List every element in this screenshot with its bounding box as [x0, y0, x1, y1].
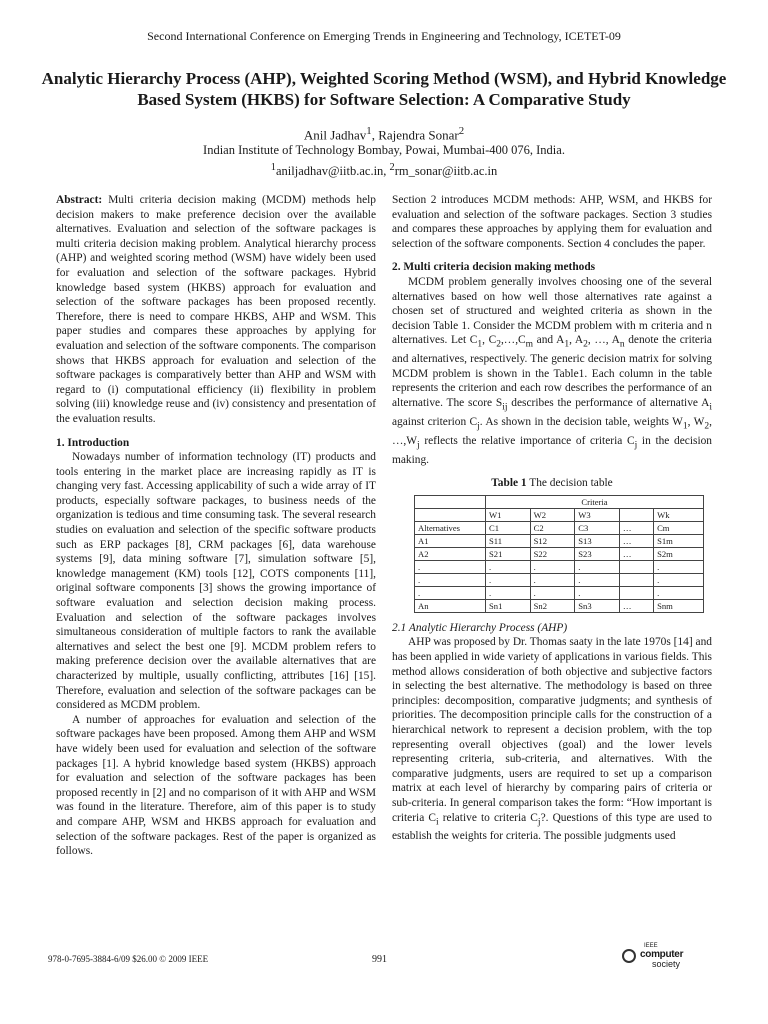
logo-ieee-text: IEEE — [644, 943, 658, 949]
table-cell: W1 — [486, 508, 531, 521]
email-1[interactable]: aniljadhav@iitb.ac.in, — [275, 164, 390, 179]
decision-table — [414, 495, 704, 613]
table-row: Alternatives C1 C2 C3 … Cm — [415, 521, 704, 534]
email-1-sup: 1 — [270, 162, 276, 173]
left-column — [56, 193, 376, 859]
globe-icon — [622, 949, 636, 963]
table-cell — [619, 508, 653, 521]
ahp-paragraph: AHP was proposed by Dr. Thomas saaty in the late 1970s [14] and has been applied in wide variety of applications in various fields. This method allows consideration of both objective and subjective factors in selecting the best alternative. The methodology is based on three principles: decomposition, comparative judgments; and synthesis of priorities. The decomposition principle calls for the construction of a hierarchical network to represent a decision problem, with the top representing overall objectives (goal) and the lower levels representing criteria, sub-criteria, and alternatives. With the comparative judgments, users are required to set up a comparison matrix at each level of hierarchy by comparing pairs of criteria or sub-criteria. In general comparison takes the form: “How important is criteria $C_i$ relative to criteria $C_j$?. Questions of this type are used to establish the weights for criteria. The possible judgments used — [392, 636, 713, 843]
footer-isbn: 978-0-7695-3884-6/09 $26.00 © 2009 IEEE — [48, 954, 209, 964]
emails — [0, 159, 768, 180]
author-2: Rajendra Sonar — [378, 127, 459, 143]
author-separator: , — [371, 127, 379, 143]
table-row: . . . . . — [415, 586, 704, 599]
table-cell: Wk — [654, 508, 704, 521]
page-number: 991 — [372, 954, 387, 965]
author-1: Anil Jadhav — [303, 127, 367, 143]
ieee-computer-society-logo — [622, 943, 702, 969]
table-1-caption: Table 1 The decision table — [491, 477, 613, 490]
intro-paragraph-1: Nowadays number of information technology (IT) products and tools entering in the market place are increasing rapidly as IT is changing very fast. Accessing applicability of such a wide array of IT products, especially software packages, to business needs of the organization is tedious and time consuming task. The several research studies on evaluation and selection of the specific software products such as ERP packages [8], CRM packages [6], data warehouse systems [9], data mining software [7], simulation software [5], knowledge management (KM) tools [12], COTS components [11], original software components [3] shows the growing importance of software evaluation and selection decision making process. Evaluation and selection of the software packages involves simultaneous consideration of multiple factors to rank the available alternatives and select the best one [9]. MCDM problem refers to making preference decision over the available alternatives that are characterized by multiple, usually conflicting, attributes [16] [15]. Therefore, evaluation and selection of the software packages can be considered as MCDM problem. — [56, 451, 376, 712]
email-2[interactable]: rm_sonar@iitb.ac.in — [394, 164, 498, 179]
logo-society-text: society — [652, 959, 681, 969]
intro-paragraph-3: Section 2 introduces MCDM methods: AHP, WSM, and HKBS for evaluation and selection of the software packages. Section 3 studies and compares these approaches by applying them for evaluation and selection of the software components. Section 4 concludes the paper. — [392, 194, 712, 250]
right-column — [392, 193, 712, 844]
table-row — [415, 495, 704, 508]
author-2-sup: 2 — [458, 125, 465, 137]
table-cell: W3 — [575, 508, 620, 521]
table-cell: W2 — [530, 508, 575, 521]
mcdm-paragraph: MCDM problem generally involves choosing one of the several alternatives based on how well those alternatives rate against a chosen set of structured and weighted criteria as shown in the decision Table 1. Consider the MCDM problem with m criteria and n alternatives. Let $C_1$, $C_2,\dots,C_m$ and $A_1$, $A_2$, …, $A_n$ denote the criteria and alternatives, respectively. The generic decision matrix for solving MCDM problem is shown in the Table1. Each column in the table represents the criterion and each row describes the performance of an alternative. The score $S_{ij}$ describes the performance of alternative $A_i$ against criterion $C_j$. As shown in the decision table, weights $W_1$, $W_2$, $\dots,W_j$ reflects the relative importance of criteria $C_j$ in the decision making. — [392, 275, 713, 466]
intro-paragraph-2: A number of approaches for evaluation and selection of the software packages have been proposed. Among them AHP and WSM have widely been used for evaluation and selection of the software packages [1]. A hybrid knowledge based system (HKBS) approach for evaluation and selection of the software packages has been proposed recently in [2] and no comparison of it with AHP and WSM was found in the literature. Therefore, aim of this paper is to study and compare AHP, WSM and HKBS approach for evaluation and selection of the software packages. Rest of the paper is organized as follows. — [56, 713, 376, 858]
author-1-sup: 1 — [366, 125, 372, 137]
ahp-heading: 2.1 Analytic Hierarchy Process (AHP) — [392, 621, 568, 634]
abstract — [56, 193, 376, 427]
abstract-text: Multi criteria decision making (MCDM) methods help decision makers to make preference decision over the available alternatives. Evaluation and selection of the software packages is multi criteria decision making problem. Analytical hierarchy process (AHP) and weighted scoring method (WSM) have widely been used for evaluation and selection of the software packages. Hybrid knowledge based system (HKBS) approach for evaluation and selection of the software packages has been proposed recently. Therefore, there is need to compare HKBS, AHP and WSM. This paper studies and compares these approaches by applying for evaluation and selection of the software components. The comparison shows that HKBS approach for evaluation and selection of the software packages is comparatively better than AHP and WSM with regard to (i) computational efficiency (ii) flexibility in problem solving (iii) knowledge reuse and (iv) consistency and presentation of the evaluation results. — [56, 194, 376, 425]
paper-title: Analytic Hierarchy Process (AHP), Weighted Scoring Method (WSM), and Hybrid Knowledge Based System (HKBS) for Software Selection: A Comparative Study — [41, 69, 727, 109]
table-row: An Sn1 Sn2 Sn3 … Snm — [415, 599, 704, 612]
table-row: A1 S11 S12 S13 … S1m — [415, 534, 704, 547]
mcdm-heading: 2. Multi criteria decision making methods — [392, 261, 596, 274]
affiliation: Indian Institute of Technology Bombay, Powai, Mumbai-400 076, India. — [203, 143, 565, 157]
table-row — [415, 508, 704, 521]
conference-header: Second International Conference on Emerging Trends in Engineering and Technology, ICETET-09 — [147, 29, 621, 43]
table-row: A2 S21 S22 S23 … S2m — [415, 547, 704, 560]
logo-computer-text: computer — [640, 949, 684, 960]
criteria-header: Criteria — [486, 495, 704, 508]
abstract-label: Abstract: — [56, 194, 103, 206]
table-row: . . . . . — [415, 560, 704, 573]
email-2-sup: 2 — [389, 162, 395, 173]
intro-heading: 1. Introduction — [56, 436, 130, 449]
table-row: . . . . . — [415, 573, 704, 586]
